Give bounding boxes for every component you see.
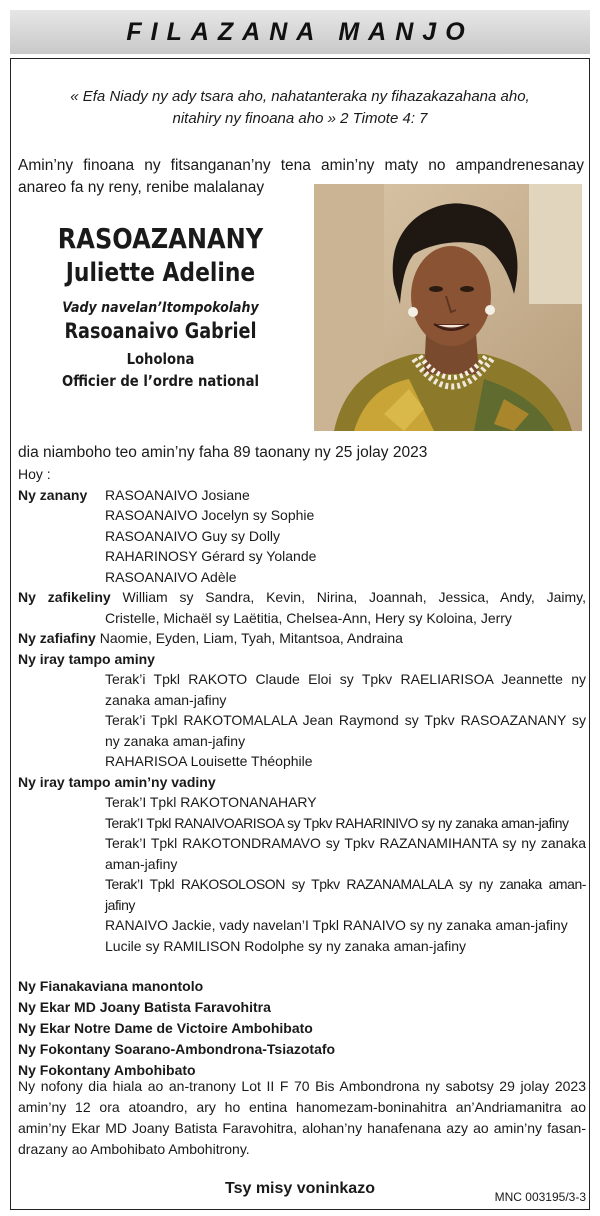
- verse-line-1: « Efa Niady ny ady tsara aho, nahatanteraka ny fihazakazahana aho,: [70, 88, 530, 105]
- grandchildren-section: [18, 587, 586, 628]
- portrait-illustration: [314, 184, 582, 431]
- grandchildren-line-1: [18, 587, 586, 608]
- hoy-label: Hoy :: [18, 466, 51, 482]
- spouse-sibling-item: Terak’I Tpkl RAKOSOLOSON sy Tpkv RAZANAMALALA sy ny zanaka aman-jafiny: [105, 876, 586, 913]
- great-grandchildren-names: Naomie, Eyden, Liam, Tyah, Mitantsoa, Andraina: [99, 630, 403, 646]
- grandchildren-label: Ny zafikeliny: [18, 589, 111, 605]
- organization-item: Ny Ekar Notre Dame de Victoire Ambohibato: [18, 1020, 313, 1036]
- sibling-item: Terak’i Tpkl RAKOTOMALALA Jean Raymond sy Tpkv RASOAZANANY sy ny zanaka aman-jafiny: [105, 712, 586, 749]
- spouse-siblings-label: Ny iray tampo amin’ny vadiny: [18, 773, 216, 790]
- great-grandchildren-section: [18, 628, 586, 649]
- bible-verse: [30, 86, 570, 130]
- spouse-sibling-item: Lucile sy RAMILISON Rodolphe sy ny zanaka aman-jafiny: [105, 937, 467, 954]
- children-list: [105, 485, 316, 588]
- organization-item: Ny Fokontany Ambohibato: [18, 1062, 196, 1078]
- organization-item: Ny Fokontany Soarano-Ambondrona-Tsiazotafo: [18, 1041, 336, 1057]
- intro-line-2: anareo fa ny reny, renibe malalanay: [18, 179, 265, 196]
- great-grandchildren-label: Ny zafiafiny: [18, 630, 96, 646]
- sibling-item: Terak’i Tpkl RAKOTO Claude Eloi sy Tpkv RAELIARISOA Jeannette ny zanaka aman-jafiny: [105, 671, 586, 708]
- child-item: RASOANAIVO Guy sy Dolly: [105, 527, 281, 544]
- deceased-names: [18, 222, 303, 392]
- organization-item: Ny Ekar MD Joany Batista Faravohitra: [18, 999, 271, 1015]
- intro-line-1: Amin’ny finoana ny fitsanganan’ny tena amin’ny maty no ampandrenesanay: [18, 157, 584, 174]
- deceased-portrait: [314, 184, 582, 431]
- notice-header: [10, 10, 590, 54]
- deceased-surname: RASOAZANANY: [57, 222, 264, 255]
- funeral-details: Ny nofony dia hiala ao an-tranony Lot II F 70 Bis Ambondrona ny sabotsy 29 jolay 2023 amin’ny 12 ora atoandro, ary ho entina hanomezam-boninahitra an’Andriamanitra ao amin’ny Ekar MD Joany Batista Faravohitra, alohan’ny hanafenana azy ao amin’ny fasan-drazany ao Ambohibato Ambohitrony.: [18, 1078, 586, 1157]
- siblings-section: [18, 649, 586, 772]
- notice-title: FILAZANA MANJO: [126, 17, 474, 46]
- reference-code: MNC 003195/3-3: [494, 1190, 586, 1204]
- child-item: RASOANAIVO Jocelyn sy Sophie: [105, 507, 315, 523]
- grandchildren-names-2: Cristelle, Michaël sy Laëtitia, Chelsea-Ann, Hery sy Koloina, Jerry: [105, 609, 512, 626]
- spouse-siblings-section: [18, 772, 586, 957]
- spouse-label: Vady navelan’Itompokolahy: [62, 300, 259, 316]
- verse-line-2: nitahiry ny finoana aho » 2 Timote 4: 7: [172, 110, 428, 127]
- child-item: RAHARINOSY Gérard sy Yolande: [105, 548, 317, 564]
- spouse-name: Rasoanaivo Gabriel: [64, 319, 257, 343]
- death-notice: dia niamboho teo amin’ny faha 89 taonany ny 25 jolay 2023: [18, 444, 428, 461]
- children-label: Ny zanany: [18, 486, 88, 503]
- spouse-sibling-item: Terak’I Tpkl RANAIVOARISOA sy Tpkv RAHARINIVO sy ny zanaka aman-jafiny: [105, 814, 569, 831]
- siblings-label: Ny iray tampo aminy: [18, 650, 155, 667]
- deceased-title-1: Loholona: [126, 350, 195, 368]
- organizations-section: [18, 976, 586, 1081]
- deceased-title-2: Officier de l’ordre national: [61, 372, 260, 390]
- spacer: [18, 956, 586, 976]
- children-section: [18, 485, 586, 588]
- spouse-sibling-item: RANAIVO Jackie, vady navelan’I Tpkl RANAIVO sy ny zanaka aman-jafiny: [105, 917, 568, 933]
- sibling-item: RAHARISOA Louisette Théophile: [105, 753, 313, 769]
- child-item: RASOANAIVO Josiane: [105, 486, 250, 503]
- no-flowers-note: Tsy misy voninkazo: [225, 1180, 375, 1197]
- organization-item: Ny Fianakaviana manontolo: [18, 978, 204, 994]
- grandchildren-names-1: William sy Sandra, Kevin, Nirina, Joannah, Jessica, Andy, Jaimy,: [122, 589, 587, 605]
- notice-body: [18, 442, 586, 1081]
- spouse-sibling-item: Terak’I Tpkl RAKOTONDRAMAVO sy Tpkv RAZANAMIHANTA sy ny zanaka aman-jafiny: [105, 835, 586, 872]
- deceased-given-names: Juliette Adeline: [65, 258, 256, 288]
- child-item: RASOANAIVO Adèle: [105, 568, 237, 585]
- spouse-sibling-item: Terak’I Tpkl RAKOTONANAHARY: [105, 794, 317, 810]
